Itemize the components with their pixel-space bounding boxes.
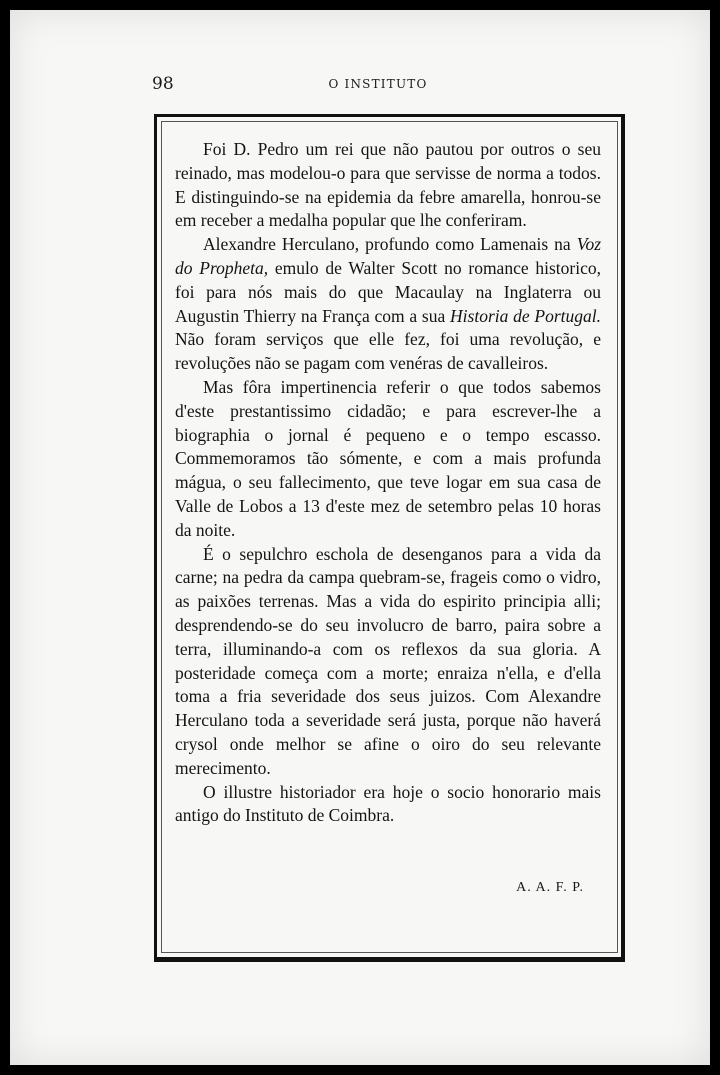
page-header bbox=[10, 74, 710, 98]
obituary-text bbox=[175, 138, 601, 828]
paragraph-4: É o sepulchro eschola de desenganos para a vida da carne; na pedra da campa quebram-se, frageis como o vidro, as paixões terrenas. Mas a vida do espirito principia alli; desprendendo-se do seu involucro de barro, paira sobre a terra, illuminando-a com os reflexos da sua gloria. A posteridade começa com a morte; enraiza n'ella, e d'ella toma a fria severidade dos seus juizos. Com Alexandre Herculano toda a severidade será justa, porque não haverá crysol onde melhor se afine o oiro do seu relevante merecimento. bbox=[175, 543, 601, 778]
author-signature: A. A. F. P. bbox=[516, 880, 584, 895]
paragraph-2-text-a: Alexandre Herculano, profundo como Lamenais na bbox=[203, 234, 577, 255]
paragraph-2-text-c: emulo de Walter Scott no romance historico, foi para nós mais do que Macaulay na Inglaterra ou Augustin Thierry na França com a sua bbox=[175, 257, 601, 326]
work-title-voz-do-propheta: Voz do Propheta, bbox=[175, 234, 601, 278]
paragraph-3: Mas fôra impertinencia referir o que todos sabemos d'este prestantissimo cidadão; e para escrever-lhe a biographia o jornal é pequeno e o tempo escasso. Commemoramos tão sómente, e com a mais profunda mágua, o seu fallecimento, que teve logar em sua casa de Valle de Lobos a 13 d'este mez de setembro pelas 10 horas da noite. bbox=[175, 376, 601, 540]
paragraph-2-text-e: Não foram serviços que elle fez, foi uma revolução, e revoluções não se pagam com venéras de cavalleiros. bbox=[175, 329, 601, 374]
paragraph-1: Foi D. Pedro um rei que não pautou por outros o seu reinado, mas modelou-o para que servisse de norma a todos. E distinguindo-se na epidemia da febre amarella, honrou-se em receber a medalha popular que lhe conferiram. bbox=[175, 139, 601, 231]
paragraph-2 bbox=[175, 233, 601, 376]
running-title: O INSTITUTO bbox=[328, 77, 428, 91]
work-title-historia-de-portugal: Historia de Portugal. bbox=[450, 305, 601, 326]
paragraph-5: O illustre historiador era hoje o socio honorario mais antigo do Instituto de Coimbra. bbox=[175, 781, 601, 826]
page-number: 98 bbox=[152, 74, 174, 94]
